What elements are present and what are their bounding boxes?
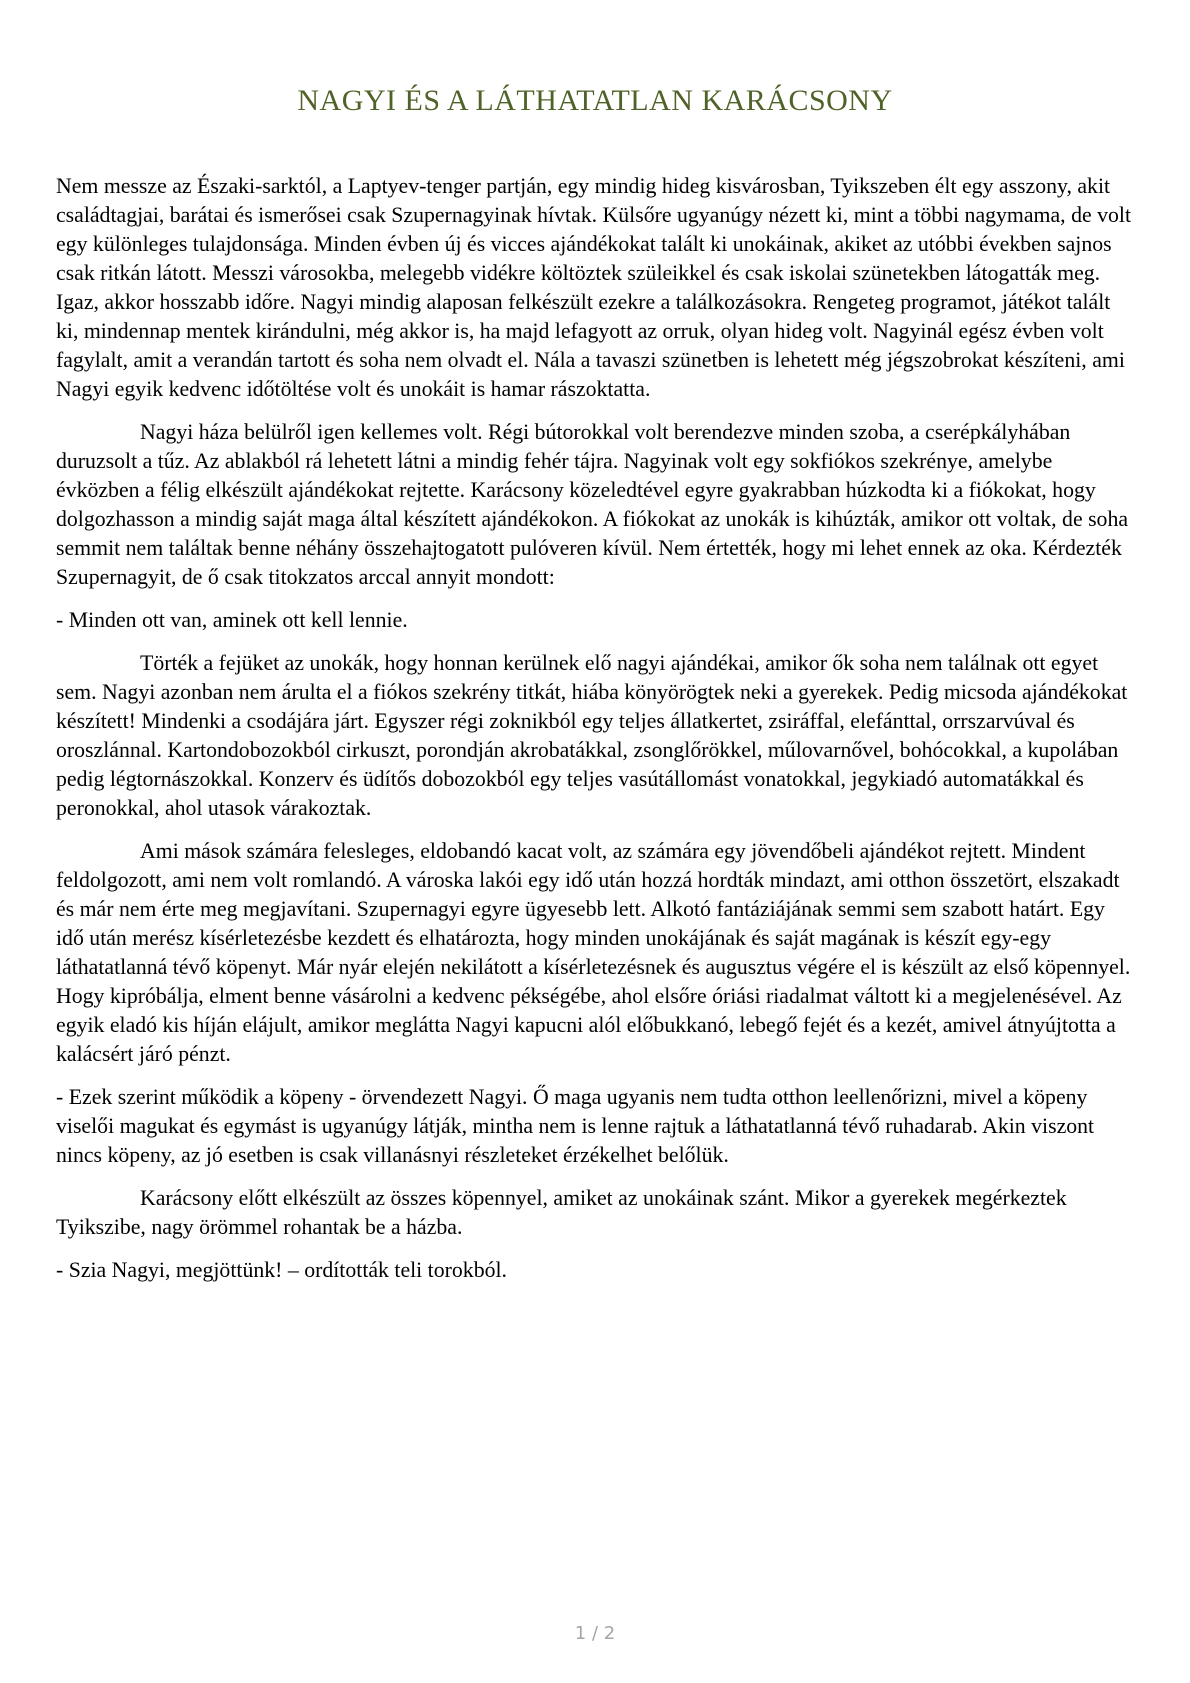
paragraph-4: Törték a fejüket az unokák, hogy honnan kerülnek elő nagyi ajándékai, amikor ők soha nem találnak ott egyet sem. Nagyi azonban nem árulta el a fiókos szekrény titkát, hiába könyörögtek neki a gyerekek. Pedig micsoda ajándékokat készített! Mindenki a csodájára járt. Egyszer régi zoknikból egy teljes állatkertet, zsiráffal, elefánttal, orrszarvúval és oroszlánnal. Kartondobozokból cirkuszt, porondján akrobatákkal, zsonglőrökkel, műlovarnővel, bohócokkal, a kupolában pedig légtornászokkal. Konzerv és üdítős dobozokból egy teljes vasútállomást vonatokkal, jegykiadó automatákkal és peronokkal, ahol utasok várakoztak. (56, 651, 1128, 820)
paragraph-6: - Ezek szerint működik a köpeny - örvendezett Nagyi. Ő maga ugyanis nem tudta otthon leellenőrizni, mivel a köpeny viselői magukat és egymást is ugyanúgy látják, mintha nem is lenne rajtuk a láthatatlanná tévő ruhadarab. Akin viszont nincs köpeny, az jó esetben is csak villanásnyi részleteket érzékelhet belőlük. (56, 1085, 1095, 1167)
paragraph-7: Karácsony előtt elkészült az összes köpennyel, amiket az unokáinak szánt. Mikor a gyerekek megérkeztek Tyikszibe, nagy örömmel rohantak be a házba. (56, 1186, 1067, 1239)
paragraph-8: - Szia Nagyi, megjöttünk! – ordították teli torokból. (56, 1258, 507, 1282)
page-number: 1 / 2 (574, 1623, 616, 1644)
paragraph-2: Nagyi háza belülről igen kellemes volt. Régi bútorokkal volt berendezve minden szoba, a cserépkályhában duruzsolt a tűz. Az ablakból rá lehetett látni a mindig fehér tájra. Nagyinak volt egy sokfiókos szekrénye, amelybe évközben a félig elkészült ajándékokat rejtette. Karácsony közeledtével egyre gyakrabban húzkodta ki a fiókokat, hogy dolgozhasson a mindig saját maga által készített ajándékokon. A fiókokat az unokák is kihúzták, amikor ott voltak, de soha semmit nem találtak benne néhány összehajtogatott pulóveren kívül. Nem értették, hogy mi lehet ennek az oka. Kérdezték Szupernagyit, de ő csak titokzatos arccal annyit mondott: (56, 420, 1129, 589)
paragraph-5: Ami mások számára felesleges, eldobandó kacat volt, az számára egy jövendőbeli ajándékot rejtett. Mindent feldolgozott, ami nem volt romlandó. A városka lakói egy idő után hozzá hordták mindazt, ami otthon összetört, elszakadt és már nem érte meg megjavítani. Szupernagyi egyre ügyesebb lett. Alkotó fantáziájának semmi sem szabott határt. Egy idő után merész kísérletezésbe kezdett és elhatározta, hogy minden unokájának és saját magának is készít egy-egy láthatatlanná tévő köpenyt. Már nyár elején nekilátott a kísérletezésnek és augusztus végére el is készült az első köpennyel. Hogy kipróbálja, elment benne vásárolni a kedvenc pékségébe, ahol elsőre óriási riadalmat váltott ki a megjelenésével. Az egyik eladó kis híján elájult, amikor meglátta Nagyi kapucni alól előbukkanó, lebegő fejét és a kezét, amivel átnyújtotta a kalácsért járó pénzt. (56, 839, 1131, 1066)
paragraph-1: Nem messze az Északi-sarktól, a Laptyev-tenger partján, egy mindig hideg kisvárosban, Tyikszeben élt egy asszony, akit családtagjai, barátai és ismerősei csak Szupernagyinak hívtak. Külsőre ugyanúgy nézett ki, mint a többi nagymama, de volt egy különleges tulajdonsága. Minden évben új és vicces ajándékokat talált ki unokáinak, akiket az utóbbi években sajnos csak ritkán látott. Messzi városokba, melegebb vidékre költöztek szüleikkel és csak iskolai szünetekben látogatták meg. Igaz, akkor hosszabb időre. Nagyi mindig alaposan felkészült ezekre a találkozásokra. Rengeteg programot, játékot talált ki, mindennap mentek kirándulni, még akkor is, ha majd lefagyott az orruk, olyan hideg volt. Nagyinál egész évben volt fagylalt, amit a verandán tartott és soha nem olvadt el. Nála a tavaszi szünetben is lehetett még jégszobrokat készíteni, ami Nagyi egyik kedvenc időtöltése volt és unokáit is hamar rászoktatta. (56, 174, 1131, 401)
document-title: NAGYI ÉS A LÁTHATATLAN KARÁCSONY (297, 84, 893, 117)
document-body (56, 172, 1138, 1299)
paragraph-3: - Minden ott van, aminek ott kell lennie. (56, 608, 408, 632)
